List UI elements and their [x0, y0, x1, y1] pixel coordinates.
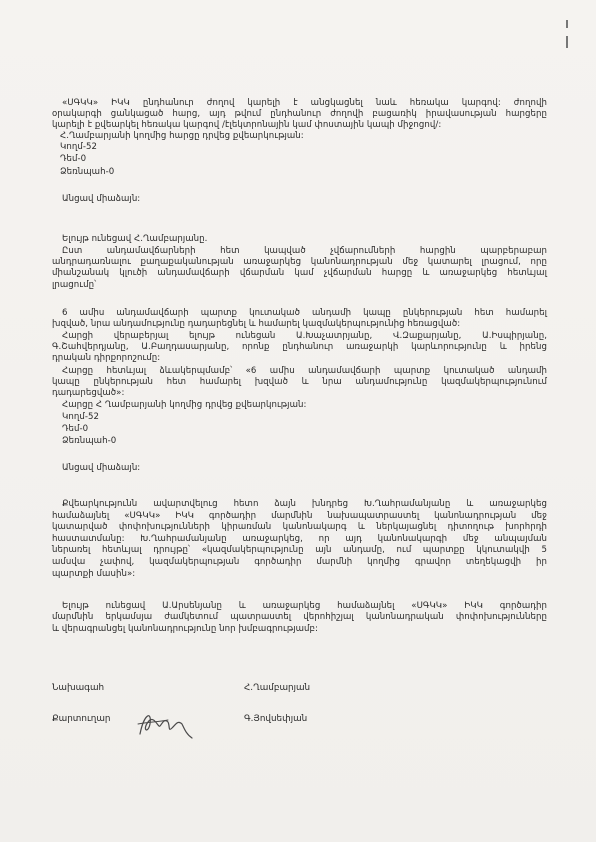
secretary-name: Գ.Յովսեփյան: [244, 714, 308, 724]
paragraph-line: Ըստ անդամավճարների հետ կապված չվճարումների հարցին պարբերաբար: [62, 246, 547, 256]
paragraph-line: լրացումը՝: [52, 280, 97, 290]
decision: Անցավ միաձայն:: [62, 463, 141, 473]
handwritten-signature: [134, 704, 196, 744]
vote-for: Կողմ-52: [60, 142, 98, 152]
paragraph-line: ներառել հետևյալ դրույթը՝ «կազմակերպությունը այն անդամը, ում պարտքը կկուտակվի 5: [52, 545, 547, 555]
paragraph-line: մարմնին երկամսյա ժամկետում պատրաստել վերոհիշյալ կանոնադրական փոփոխությունները: [52, 612, 547, 622]
paragraph-line: դադարեցված»:: [52, 388, 125, 398]
chair-label: Նախագահ: [52, 683, 105, 693]
intro-line: «ՍԳԿԿ» ԻԿԿ ընդհանուր ժողով կարելի է անցկացնել նաև հեռակա կարգով: ժողովի: [62, 98, 547, 108]
paragraph-line: կատարված փոփոխությունների կիրառման կանոնակարգ և ներկայացնել դիտողութ խորհրդի: [52, 522, 547, 532]
paragraph-line: Հարցը հետևյալ ձևակերպմամբ՝ «6 ամիս անդամավճարի պարտք կուտակած անդամի: [62, 366, 547, 376]
paragraph-line: կապը ընկերության հետ համարել խզված և նրա անդամությունը կազմակերպությունում: [52, 377, 547, 387]
page-edge-mark: [566, 14, 568, 50]
intro-line: կարելի է քվեարկել հեռակա կարգով /էլեկտրոնային կամ փոստային կապի միջոցով/:: [52, 120, 442, 130]
paragraph-line: պարտքի մասին»:: [52, 569, 136, 579]
paragraph-line: անդրադառնալու քաղաքականության առաջարկեց կանոնադրության մեջ կատարել լրացում, որը: [52, 257, 547, 267]
paragraph-line: ամսվա չափով, կազմակերպության գործադիր մարմնի կողմից գրավոր տեղեկացվի իր: [52, 557, 547, 567]
paragraph-line: Քվեարկությունն ավարտվելուց հետո ձայն խնդրեց Խ.Ղահրամանյանը և առաջարկեց: [62, 499, 547, 509]
paragraph-line: միանշանակ կլուծի անդամավճարի վճարման կամ չվճարման հարցը և առաջարկեց հետևյալ: [52, 268, 547, 278]
intro-line: օրակարգի ցանկացած հարց, այդ թվում ընդհանուր ժողովի բացառիկ իրավասության հարցերը: [52, 109, 547, 119]
paragraph-line: դրական դիրքորոշումը:: [52, 353, 161, 363]
paragraph-line: խզված, նրա անդամությունը դադարեցնել և համարել կազմակերպությունից հեռացված:: [52, 319, 461, 329]
vote-for: Կողմ-52: [62, 412, 100, 422]
paragraph-line: Հարցի վերաբերյալ ելույթ ունեցան Ա.Խաչատրյանը, Վ.Զաքարյանը, Ա.Իսպիրյանը,: [62, 331, 547, 341]
paragraph-line: հաստատմանը: Խ.Ղահրամանյանը առաջարկեց, որ այդ կանոնակարգի մեջ անպայման: [52, 534, 547, 544]
chair-name: Հ.Ղամբարյան: [244, 683, 311, 693]
paragraph-line: 6 ամիս անդամավճարի պարտք կուտակած անդամի կապը ընկերության հետ համարել: [62, 308, 547, 318]
speaker-line: Ելույթ ունեցավ Հ.Ղամբարյանը.: [62, 234, 208, 244]
secretary-label: Քարտուղար: [52, 714, 111, 724]
decision: Անցավ միաձայն:: [62, 194, 141, 204]
vote-abstain: Ձեռնպահ-0: [62, 436, 117, 446]
paragraph-line: Գ.Շահվերդյանը, Ա.Բաղդասարյանը, որոնք ընդհանուր առաջարկի կարևորությունը և իրենց: [52, 342, 547, 352]
vote-against: Դեմ-0: [62, 424, 89, 434]
vote-against: Դեմ-0: [60, 154, 87, 164]
intro-line: Հ.Ղամբարյանի կողմից հարցը դրվեց քվեարկության:: [60, 131, 304, 141]
paragraph-line: և վերագրանցել կանոնադրությունը նոր խմբագրությամբ:: [52, 624, 318, 634]
vote-abstain: Ձեռնպահ-0: [60, 167, 115, 177]
paragraph-line: Ելույթ ունեցավ Ա.Արսենյանը և առաջարկեց համաձայնել «ՍԳԿԿ» ԻԿԿ գործադիր: [62, 601, 547, 611]
paragraph-line: համաձայնել «ՍԳԿԿ» ԻԿԿ գործադիր մարմնին նախապատրաստել կանոնադրության մեջ: [52, 511, 547, 521]
paragraph-line: Հարցը Հ Ղամբարյանի կողմից դրվեց քվեարկության:: [62, 400, 307, 410]
